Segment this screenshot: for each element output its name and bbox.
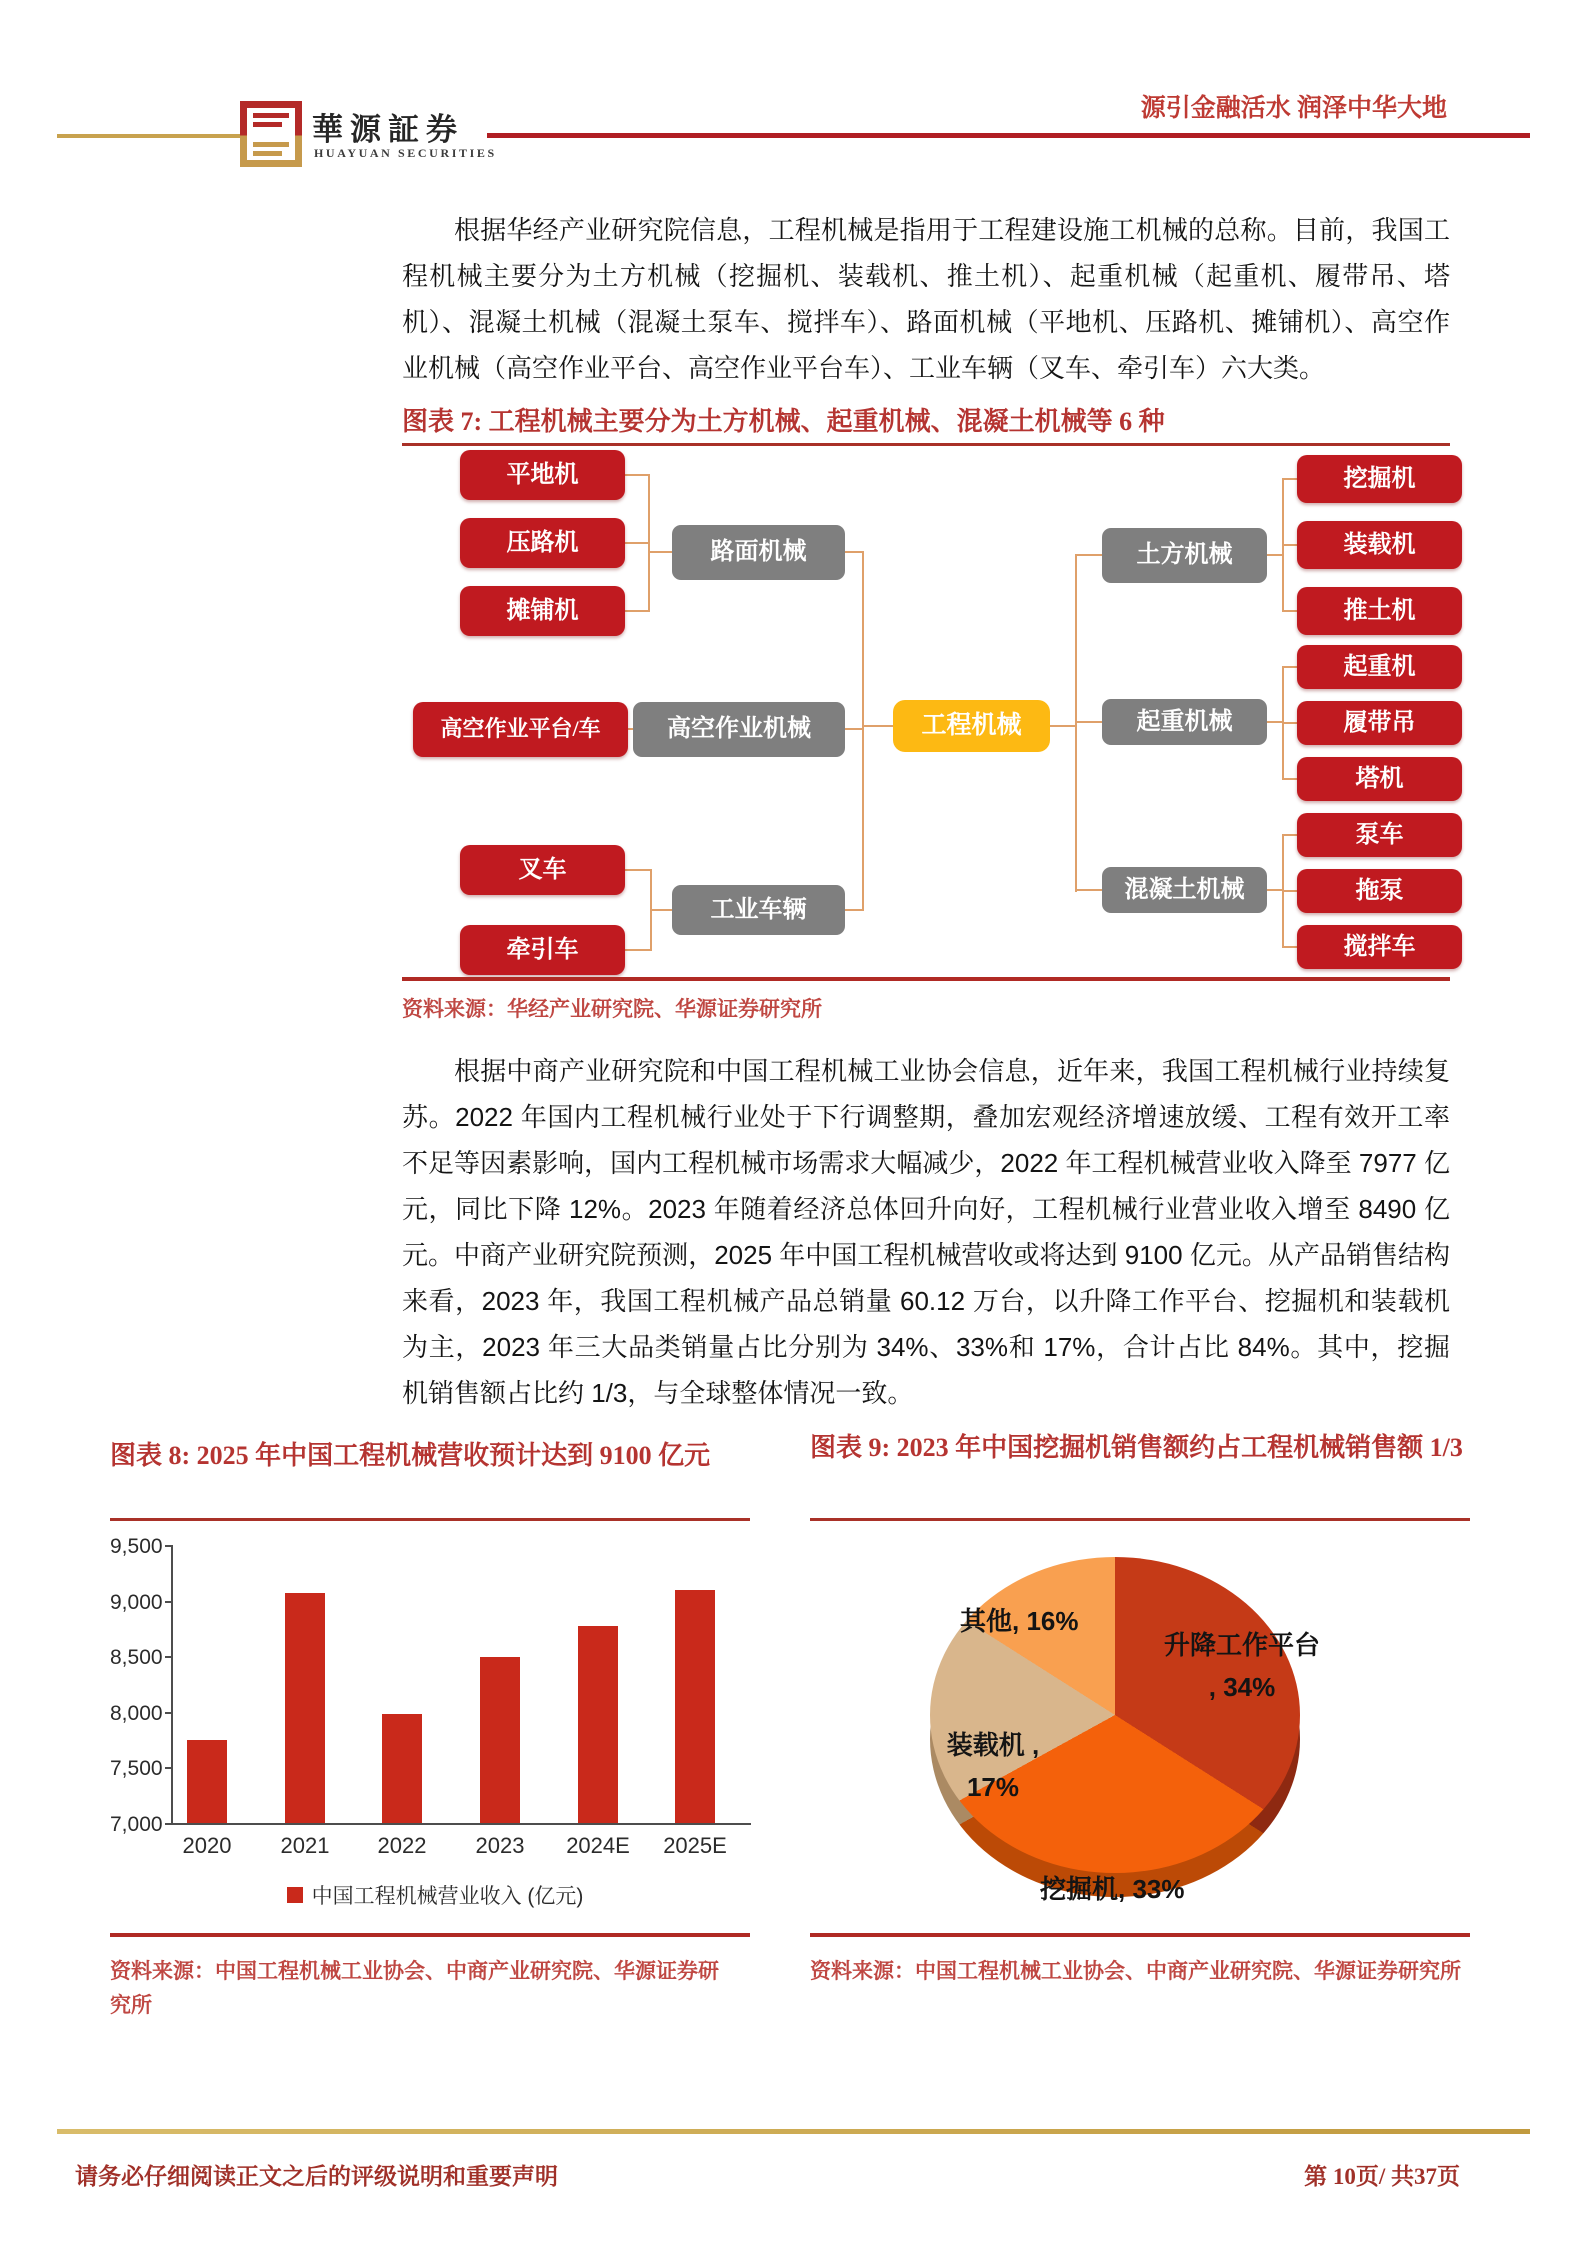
node-concrete-machinery: 混凝土机械 xyxy=(1102,867,1267,913)
node-crane: 起重机 xyxy=(1297,645,1462,689)
x-label: 2023 xyxy=(475,1833,525,1858)
y-axis xyxy=(171,1545,173,1825)
pie-chart-sales-share xyxy=(810,1528,1490,1928)
node-aerial-platform: 高空作业平台/车 xyxy=(413,702,628,757)
chart-legend xyxy=(110,1880,760,1910)
pie-label-lift: 升降工作平台 , 34% xyxy=(1163,1630,1320,1702)
node-excavator: 挖掘机 xyxy=(1297,455,1462,503)
y-tick: 9,500 xyxy=(110,1535,163,1558)
brand-slogan: 源引金融活水 润泽中华大地 xyxy=(1140,95,1447,122)
brand-name-en: HUAYUAN SECURITIES xyxy=(314,146,497,160)
bar-chart-revenue xyxy=(110,1528,760,1928)
body-paragraph-2: 根据中商产业研究院和中国工程机械工业协会信息，近年来，我国工程机械行业持续复苏。2022 年国内工程机械行业处于下行调整期，叠加宏观经济增速放缓、工程有效开工率不足等因素影响，国内工程机械市场需求大幅减少，2022 年工程机械营业收入降至 7977 亿元，同比下降 12%。2023 年随着经济总体回升向好，工程机械行业营业收入增至 8490 亿元。中商产业研究院预测，2025 年中国工程机械营收或将达到 9100 亿元。从产品销售结构来看，2023 年，我国工程机械产品总销量 60.12 万台，以升降工作平台、挖掘机和装载机为主，2023 年三大品类销量占比分别为 34%、33%和 17%，合计占比 84%。其中，挖掘机销售额占比约 1/3，与全球整体情况一致。 xyxy=(402,1056,1450,1408)
bar-2024e xyxy=(578,1626,618,1823)
y-tick: 9,000 xyxy=(110,1591,163,1614)
bar-2025e xyxy=(675,1590,715,1824)
body-paragraph-1: 根据华经产业研究院信息，工程机械是指用于工程建设施工机械的总称。目前，我国工程机械主要分为土方机械（挖掘机、装载机、推土机）、起重机械（起重机、履带吊、塔机）、混凝土机械（混凝土泵车、搅拌车）、路面机械（平地机、压路机、摊铺机）、高空作业机械（高空作业平台、高空作业平台车）、工业车辆（叉车、牵引车）六大类。 xyxy=(402,215,1450,383)
node-crawler-crane: 履带吊 xyxy=(1297,701,1462,745)
node-roller: 压路机 xyxy=(460,518,625,568)
node-industrial-vehicles: 工业车辆 xyxy=(672,885,845,935)
y-tick: 7,000 xyxy=(110,1813,163,1836)
figure9-title: 图表 9: 2023 年中国挖掘机销售额约占工程机械销售额 1/3 xyxy=(810,1433,1463,1462)
footer-rule xyxy=(57,2129,1530,2134)
figure7-source: 资料来源：华经产业研究院、华源证券研究所 xyxy=(402,997,822,1021)
footer-page-number: 第 10页/ 共37页 xyxy=(1304,2164,1460,2189)
y-tick: 7,500 xyxy=(110,1757,163,1780)
figure8-title: 图表 8: 2025 年中国工程机械营收预计达到 9100 亿元 xyxy=(110,1441,711,1470)
x-label: 2025E xyxy=(663,1833,727,1858)
node-forklift: 叉车 xyxy=(460,845,625,895)
node-tractor: 牵引车 xyxy=(460,925,625,975)
node-earthmoving: 土方机械 xyxy=(1102,528,1267,583)
figure7-title: 图表 7: 工程机械主要分为土方机械、起重机械、混凝土机械等 6 种 xyxy=(402,407,1165,436)
figure8-bottom-rule xyxy=(110,1933,750,1937)
legend-swatch-icon xyxy=(287,1887,303,1903)
node-crane-machinery: 起重机械 xyxy=(1102,699,1267,745)
pie-label-loader: 装载机 , 17% xyxy=(946,1730,1040,1802)
pie-label-other: 其他, 16% xyxy=(960,1606,1079,1636)
node-mixer-truck: 搅拌车 xyxy=(1297,925,1462,969)
x-label: 2021 xyxy=(280,1833,330,1858)
x-label: 2024E xyxy=(566,1833,630,1858)
bar-2021 xyxy=(285,1593,325,1823)
bar-2023 xyxy=(480,1657,520,1823)
legend-label: 中国工程机械营业收入 (亿元) xyxy=(311,1885,584,1908)
x-label: 2022 xyxy=(377,1833,427,1858)
pie-label-excavator: 挖掘机, 33% xyxy=(1040,1874,1185,1904)
bar-2020 xyxy=(187,1740,227,1824)
figure9-source: 资料来源：中国工程机械工业协会、中商产业研究院、华源证券研究所 xyxy=(810,1959,1461,1983)
bar-2022 xyxy=(382,1714,422,1823)
node-road-machinery: 路面机械 xyxy=(672,525,845,580)
logo-seal-icon xyxy=(240,101,302,167)
brand-name-cn: 華源証券 xyxy=(312,112,464,147)
figure9-title-underline xyxy=(810,1518,1470,1521)
figure7-title-underline xyxy=(402,443,1450,446)
figure9-bottom-rule xyxy=(810,1933,1470,1937)
figure7-bottom-rule xyxy=(402,977,1450,981)
node-bulldozer: 推土机 xyxy=(1297,587,1462,635)
node-loader: 装载机 xyxy=(1297,521,1462,569)
node-grader: 平地机 xyxy=(460,450,625,500)
y-tick: 8,000 xyxy=(110,1702,163,1725)
header-rule-red xyxy=(487,133,1530,138)
node-pump-truck: 泵车 xyxy=(1297,813,1462,857)
node-paver: 摊铺机 xyxy=(460,586,625,636)
node-construction-machinery-root: 工程机械 xyxy=(893,700,1050,752)
figure8-source: 资料来源：中国工程机械工业协会、中商产业研究院、华源证券研究所 xyxy=(110,1959,719,2017)
node-aerial-machinery: 高空作业机械 xyxy=(633,702,845,757)
node-tower-crane: 塔机 xyxy=(1297,757,1462,801)
node-trailer-pump: 拖泵 xyxy=(1297,869,1462,913)
header-rule-gold xyxy=(57,134,240,138)
x-axis xyxy=(171,1823,751,1825)
figure8-title-underline xyxy=(110,1518,750,1521)
footer-disclaimer: 请务必仔细阅读正文之后的评级说明和重要声明 xyxy=(75,2164,558,2189)
y-tick: 8,500 xyxy=(110,1646,163,1669)
x-label: 2020 xyxy=(182,1833,232,1858)
